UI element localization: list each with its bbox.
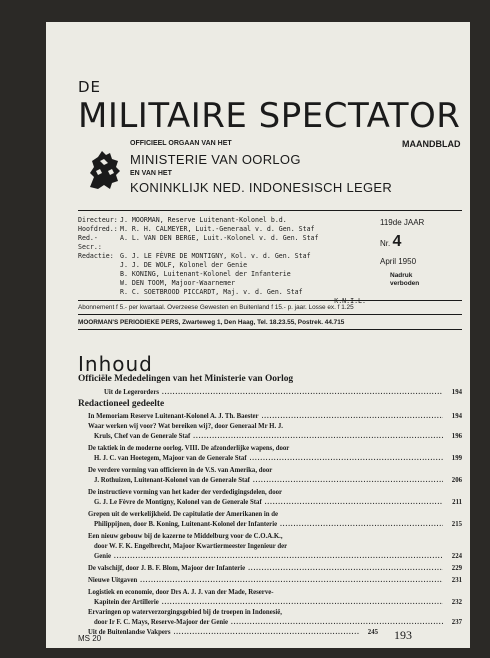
section-official: Officiële Mededelingen van het Ministerie van Oorlog: [78, 374, 294, 384]
document-page: [46, 22, 470, 648]
contents-heading: Inhoud: [78, 352, 153, 376]
toc-page: 224: [451, 553, 462, 560]
toc-title: G. J. Le Fèvre de Montigny, Kolonel van de Generale Staf: [94, 499, 262, 506]
staff-row: [78, 252, 378, 261]
staff-row: [78, 234, 378, 252]
staff-row: [78, 225, 378, 234]
toc-page: 215: [451, 521, 462, 528]
section-editorial: Redactioneel gedeelte: [78, 399, 165, 409]
subscription-line: Abonnement f 5.- per kwartaal. Overzeese Gewesten en Buitenland f 15.- p. jaar. Losse ex. f 1.25: [78, 304, 354, 311]
staff-member: R. C. SOETBROOD PICCARDT, Maj. v. d. Gen. Staf: [120, 288, 303, 296]
staff-member: K.N.I.L.: [334, 297, 366, 305]
toc-page: 229: [451, 565, 462, 572]
reprint-line-2: verboden: [390, 280, 420, 287]
toc-entry: [78, 588, 462, 608]
toc-entry: [78, 466, 462, 486]
staff-label: Redactie:: [78, 252, 114, 260]
toc-title: Waar werken wij voor? Wat bereiken wij?, door Generaal Mr H. J.: [88, 423, 283, 430]
toc-title: Kruls, Chef van de Generale Staf: [94, 433, 191, 440]
bottom-rule: [78, 329, 462, 330]
toc-title: Uit de Legerorders: [104, 389, 159, 396]
toc-title: Grepen uit de werkelijkheid. De capitulatie der Amerikanen in de: [88, 511, 279, 518]
toc-entry: [78, 576, 462, 586]
toc-entry: [78, 628, 378, 638]
editorial-staff: [78, 216, 378, 306]
toc-title: J. Rothuizen, Luitenant-Kolonel van de Generale Staf: [94, 477, 250, 484]
toc-title: Een nieuw gebouw bij de kazerne te Middelburg voor de C.O.A.K.,: [88, 533, 283, 540]
top-rule: [78, 210, 462, 211]
staff-label: Directeur:: [78, 216, 118, 224]
toc-entry: [78, 388, 462, 398]
footer-code: MS 20: [78, 634, 102, 643]
publisher-line: MOORMAN'S PERIODIEKE PERS, Zwarteweg 1, Den Haag, Tel. 18.23.55, Postrek. 44.715: [78, 319, 345, 326]
toc-page: 199: [451, 455, 462, 462]
toc-title: door Ir F. C. Mays, Reserve-Majoor der Genie: [94, 619, 229, 626]
toc-page: 211: [452, 499, 462, 506]
and-line: EN VAN HET: [130, 170, 172, 177]
toc-title: De verdere vorming van officieren in de V.S. van Amerika, door: [88, 467, 273, 474]
toc-page: 206: [451, 477, 462, 484]
toc-title: Kapitein der Artillerie: [94, 599, 159, 606]
toc-title: De instructieve vorming van het kader der verdedigingsdelen, door: [88, 489, 283, 496]
middle-rule: [78, 300, 462, 301]
issue-date: April 1950: [380, 257, 417, 266]
toc-page: 196: [451, 433, 462, 440]
page-number: 193: [394, 628, 412, 642]
army-line: KONINKLIJK NED. INDONESISCH LEGER: [130, 180, 393, 195]
staff-label: Hoofdred.:: [78, 225, 118, 233]
toc-page: 194: [451, 389, 462, 396]
toc-page: 237: [451, 619, 462, 626]
staff-value: G. J. LE FÈVRE DE MONTIGNY, Kol. v. d. Gen. Staf: [120, 252, 311, 260]
toc-entry: [78, 564, 462, 574]
toc-entry: [78, 444, 462, 464]
toc-entry: [78, 488, 462, 508]
staff-value: J. MOORMAN, Reserve Luitenant-Kolonel b.d.: [120, 216, 287, 224]
toc-title: door W. F. K. Engelbrecht, Majoor Kwartiermeester Ingenieur der: [94, 543, 288, 550]
lion-crest-icon: [80, 147, 128, 195]
toc-title: Philippijnen, door B. Koning, Luitenant-Kolonel der Infanterie: [94, 521, 278, 528]
toc-entry: [78, 532, 462, 562]
issue-number: [380, 233, 424, 251]
toc-title: Nieuwe Uitgaven: [88, 577, 138, 584]
toc-page: 194: [451, 413, 462, 420]
masthead-title: MILITAIRE SPECTATOR: [78, 96, 461, 136]
toc-title: De valschijf, door J. B. F. Blom, Majoor der Infanterie: [88, 565, 246, 572]
staff-member: W. DEN TOOM, Majoor-Waarnemer: [120, 279, 236, 287]
toc-title: Logistiek en economie, door Drs A. J. J. van der Made, Reserve-: [88, 589, 274, 596]
staff-member: J. J. DE WOLF, Kolonel der Genie: [120, 261, 248, 269]
toc-page: 232: [451, 599, 462, 606]
ministry-line: MINISTERIE VAN OORLOG: [130, 152, 301, 167]
staff-label: Red.-Secr.:: [78, 234, 102, 251]
issue-number-value: 4: [392, 233, 402, 250]
toc-entry: [78, 412, 462, 422]
masthead-article: DE: [78, 78, 102, 96]
reprint-notice: [380, 272, 424, 288]
middle-rule-2: [78, 314, 462, 315]
staff-value: A. L. VAN DEN BERGE, Luit.-Kolonel v. d. Gen. Staf: [120, 234, 319, 242]
toc-entry: [78, 422, 462, 442]
issue-info: [380, 218, 424, 288]
toc-title: Genie: [94, 553, 111, 560]
reprint-line-1: Nadruk: [390, 272, 413, 279]
issue-year: 119de JAAR: [380, 218, 425, 227]
toc-page: 231: [451, 577, 462, 584]
staff-value: M. R. H. CALMEYER, Luit.-Generaal v. d. Gen. Staf: [120, 225, 315, 233]
toc-title: In Memoriam Reserve Luitenant-Kolonel A. J. Th. Baester: [88, 413, 259, 420]
toc-entry: [78, 510, 462, 530]
toc-title: Uit de Buitenlandse Vakpers: [88, 629, 171, 636]
toc-title: H. J. C. van Hoetegem, Majoor van de Generale Staf: [94, 455, 247, 462]
frequency-label: MAANDBLAD: [402, 139, 461, 149]
toc-title: De taktiek in de moderne oorlog. VIII. De afzonderlijke wapens, door: [88, 445, 290, 452]
staff-row: [78, 216, 378, 225]
official-organ-line: OFFICIEEL ORGAAN VAN HET: [130, 140, 232, 147]
toc-title: Ervaringen op waterverzorgingsgebied bij de troepen in Indonesië,: [88, 609, 282, 616]
staff-member: B. KONING, Luitenant-Kolonel der Infanterie: [120, 270, 291, 278]
toc-entry: [78, 608, 462, 628]
toc-page: 245: [367, 629, 378, 636]
issue-number-label: Nr.: [380, 239, 391, 248]
